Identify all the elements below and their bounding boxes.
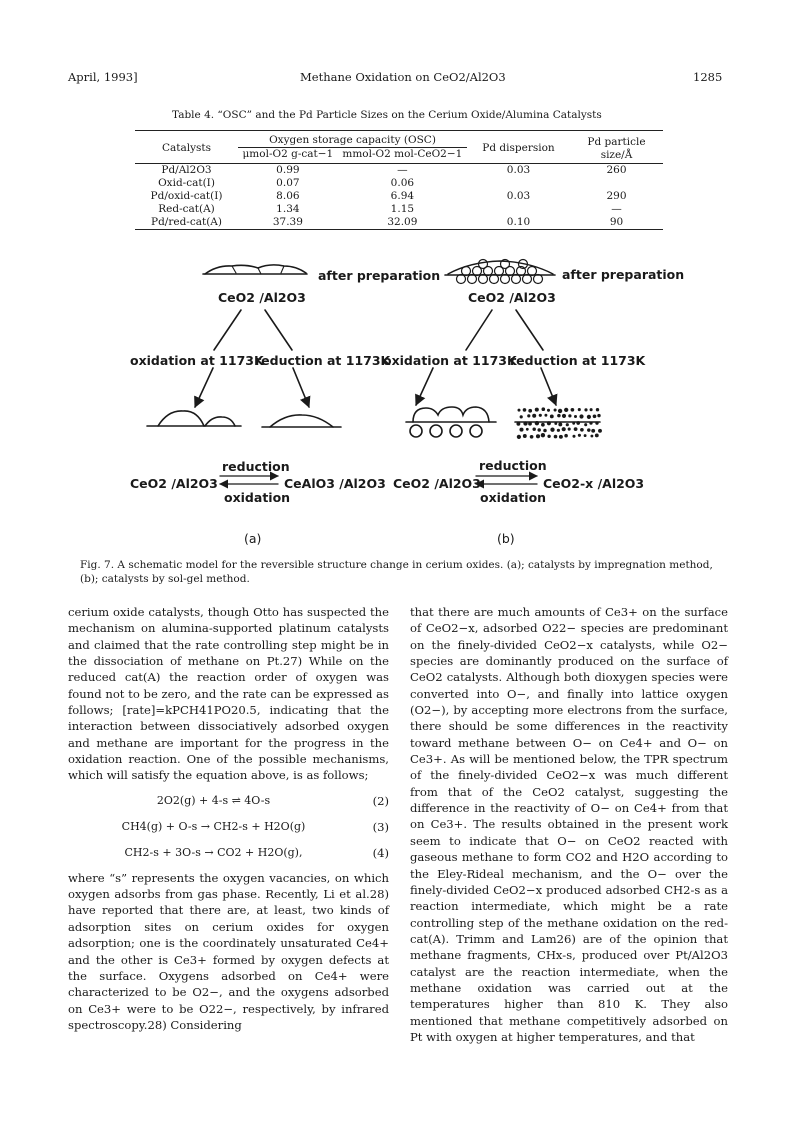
th-pd-size-line1: Pd particle (587, 135, 646, 148)
b-oxidized-particles-drawing (406, 407, 496, 437)
cell-osc-a: 0.99 (276, 164, 300, 176)
th-osc: Oxygen storage capacity (OSC) (238, 131, 467, 148)
b-eq-top-label: reduction (479, 458, 547, 473)
cell-size: — (611, 203, 622, 215)
table-caption: Table 4. “OSC” and the Pd Particle Sizes on the Cerium Oxide/Alumina Catalysts (172, 109, 602, 121)
equation-3-number: (3) (372, 819, 389, 834)
left-paragraph-2: where “s” represents the oxygen vacancies, on which oxygen adsorbs from gas phase. Recently, Li et al.28) have reported that there are, at least, two kinds of adsorption sites on cerium oxides for oxygen adsorption; one is the coordinately unsaturated Ce4+ and the other is Ce3+ formed by oxygen defects at the surface. Oxygens adsorbed on Ce4+ were characterized to be O2−, and the oxygens adsorbed on Ce3+ were to be O22−, respectively, by infrared spectroscopy.28) Considering (68, 870, 389, 1032)
equation-3-text: CH4(g) + O-s → CH2-s + H2O(g) (121, 819, 306, 833)
right-paragraph-1: that there are much amounts of Ce3+ on the surface of CeO2−x, adsorbed O22− species are predominant on the finely-divided CeO2−x catalysts, while O2− species are dominantly produced on the surface of CeO2 catalysts. Although both dioxygen species were converted into O−, and finally into lattice oxygen (O2−), by accepting more electrons from the surface, there should be some differences in the reactivity toward methane between O− on Ce4+ and O− on Ce3+. As will be mentioned below, the TPR spectrum of the finely-divided CeO2−x was much different from that of the CeO2 catalyst, suggesting the difference in the reactivity of O− on Ce4+ from that on Ce3+. The results obtained in the present work seem to indicate that O− on CeO2 reacted with gaseous methane to form CO2 and H2O according to the Eley-Rideal mechanism, and the O− over the finely-divided CeO2−x produced adsorbed CH2-s as a reaction intermediate, which might be a rate controlling step of the methane oxidation on the red-cat(A). Trimm and Lam26) are of the opinion that methane fragments, CHx-s, produced over Pt/Al2O3 catalyst are the reaction intermediate, when the methane oxidation was carried out at the temperatures higher than 810 K. They also mentioned that methane competitively adsorbed on Pt with oxygen at higher temperatures, and that (410, 605, 728, 1044)
table-row (135, 203, 663, 216)
a-oxidation-label: oxidation at 1173K (130, 353, 264, 368)
equation-2 (68, 788, 389, 814)
table-row (135, 190, 663, 203)
left-column (68, 604, 389, 1033)
a-thin-film-drawing (203, 265, 307, 274)
b-reduction-arrow (541, 368, 556, 405)
equation-4 (68, 840, 389, 866)
a-eq-bottom-label: oxidation (224, 490, 291, 505)
page-number: 1285 (693, 70, 723, 84)
cell-catalyst: Red-cat(A) (158, 203, 215, 215)
cell-size (570, 177, 663, 190)
b-equilibrium-arrows (476, 476, 537, 484)
panel-b-label: (b) (497, 531, 515, 546)
b-oxidation-arrow (416, 368, 433, 405)
cell-catalyst: Oxid-cat(I) (158, 177, 215, 189)
th-pd-size (570, 131, 663, 164)
th-pd-size-line2: size/Å (600, 148, 633, 161)
cell-disp: 0.10 (506, 216, 531, 228)
b-particles-drawing (445, 260, 555, 284)
th-osc-b: mmol-O2 mol-CeO2−1 (342, 148, 463, 160)
a-eq-left-label: CeO2 /Al2O3 (130, 476, 218, 491)
cell-osc-a: 0.07 (276, 177, 300, 189)
cell-osc-b: 32.09 (387, 216, 418, 228)
cell-osc-b: 1.15 (390, 203, 415, 215)
th-osc-a: μmol-O2 g-cat−1 (242, 148, 334, 160)
a-reduction-arrow (293, 368, 309, 407)
equation-4-number: (4) (372, 845, 389, 860)
b-oxidation-label: oxidation at 1173K (383, 353, 517, 368)
cell-osc-a: 8.06 (276, 190, 300, 202)
th-catalysts: Catalysts (161, 142, 212, 154)
b-support-label: CeO2 /Al2O3 (468, 290, 556, 305)
b-split-right-line (516, 310, 543, 350)
a-after-preparation-label: after preparation (318, 268, 441, 283)
b-split-left-line (466, 310, 492, 350)
th-pd-dispersion: Pd dispersion (482, 142, 555, 154)
a-oxidized-domes-drawing (147, 411, 241, 426)
cell-disp (467, 177, 570, 190)
cell-osc-b: 0.06 (390, 177, 415, 189)
a-reduction-label: reduction at 1173K (255, 353, 391, 368)
table-row (135, 216, 663, 230)
a-support-label: CeO2 /Al2O3 (218, 290, 306, 305)
a-eq-top-label: reduction (222, 459, 290, 474)
header-title: Methane Oxidation on CeO2/Al2O3 (300, 70, 506, 84)
left-paragraph-1: cerium oxide catalysts, though Otto has suspected the mechanism on alumina-supported platinum catalysts and claimed that the rate controlling step might be in the dissociation of methane on Pt.27) While on the reduced cat(A) the reaction order of oxygen was found not to be zero, and the rate can be expressed as follows; [rate]=kPCH41PO20.5, indicating that the interaction between dissociatively adsorbed oxygen and methane are important for the progress in the oxidation reaction. One of the possible mechanisms, which will satisfy the equation above, is as follows; (68, 605, 389, 783)
cell-osc-b: 6.94 (390, 190, 415, 202)
header-left: April, 1993] (68, 70, 138, 84)
a-reduced-film-drawing (262, 415, 341, 427)
a-eq-right-label: CeAlO3 /Al2O3 (284, 476, 386, 491)
a-oxidation-arrow (195, 368, 213, 407)
right-column (410, 604, 728, 1045)
cell-disp (467, 203, 570, 216)
cell-osc-a: 1.34 (276, 203, 300, 215)
a-split-left-line (214, 310, 241, 350)
a-split-right-line (265, 310, 292, 350)
cell-osc-a: 37.39 (272, 216, 303, 228)
b-reduced-fine-dots-drawing (515, 407, 602, 439)
cell-disp: 0.03 (506, 190, 531, 202)
b-reduction-label: reduction at 1173K (510, 353, 646, 368)
cell-catalyst: Pd/red-cat(A) (151, 216, 222, 228)
cell-catalyst: Pd/oxid-cat(I) (150, 190, 223, 202)
b-eq-bottom-label: oxidation (480, 490, 547, 505)
b-eq-left-label: CeO2 /Al2O3 (393, 476, 481, 491)
cell-disp: 0.03 (506, 164, 531, 176)
equation-4-text: CH2-s + 3O-s → CO2 + H2O(g), (124, 845, 303, 859)
table-row (135, 164, 663, 178)
b-eq-right-label: CeO2-x /Al2O3 (543, 476, 645, 491)
panel-a-label: (a) (244, 531, 262, 546)
b-after-preparation-label: after preparation (562, 267, 685, 282)
a-equilibrium-arrows (220, 476, 278, 484)
cell-osc-b: — (397, 164, 408, 176)
cell-size: 90 (609, 216, 624, 228)
equation-3 (68, 814, 389, 840)
cell-size: 260 (606, 164, 627, 176)
figure-schematic (0, 250, 793, 550)
table-row (135, 177, 663, 190)
equation-2-text: 2O2(g) + 4-s ⇌ 4O-s (156, 793, 271, 807)
cell-size: 290 (606, 190, 627, 202)
cell-catalyst: Pd/Al2O3 (161, 164, 212, 176)
equation-2-number: (2) (372, 793, 389, 808)
figure-caption: Fig. 7. A schematic model for the reversible structure change in cerium oxides. (a); catalysts by impregnation method, (b); catalysts by sol-gel method. (80, 559, 713, 585)
osc-table (135, 130, 663, 230)
